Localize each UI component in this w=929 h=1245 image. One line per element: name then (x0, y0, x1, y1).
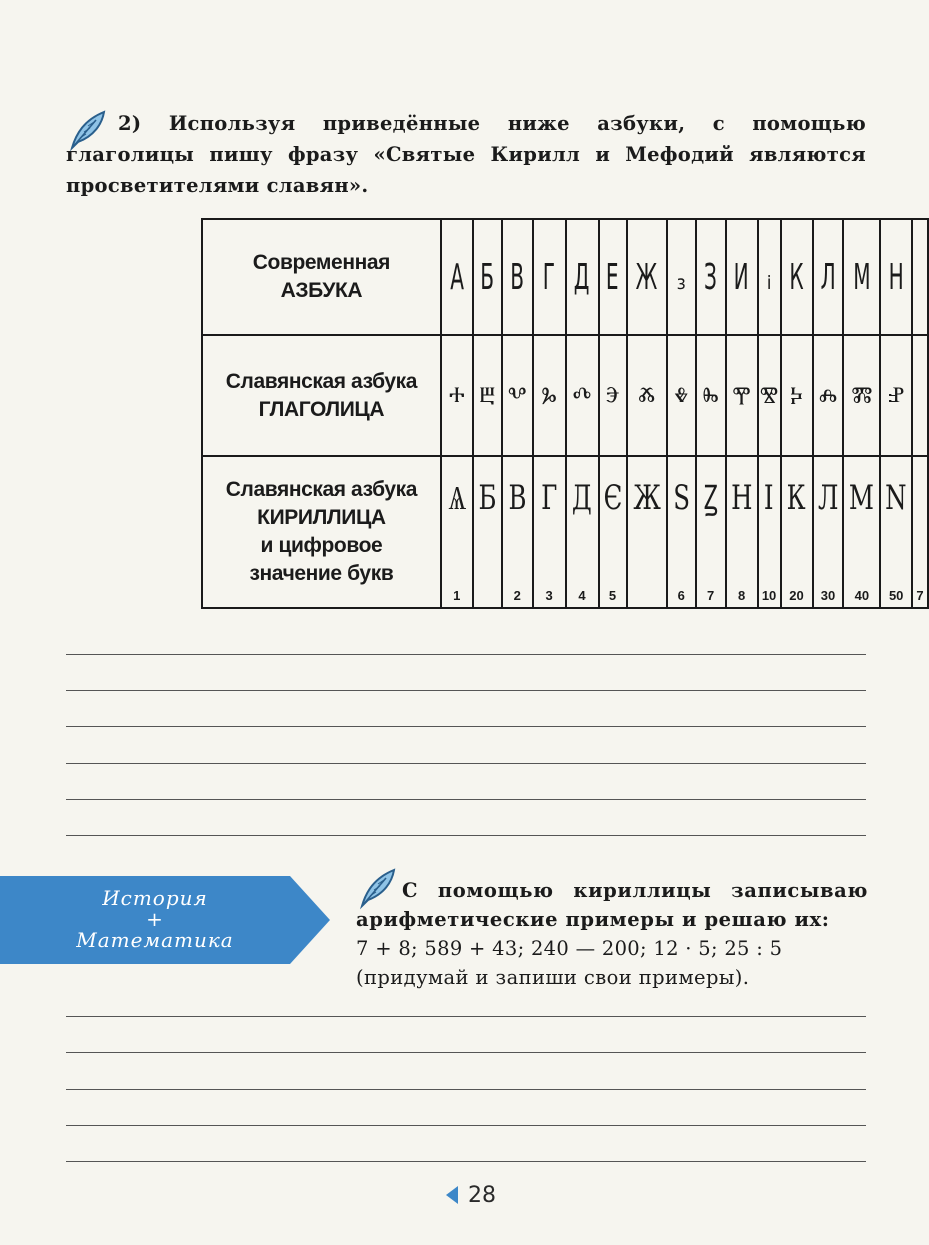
glagolitic-letter: Ⰳ (533, 335, 566, 456)
cyrillic-letter-cell: М 40 (843, 456, 880, 608)
modern-letter: Д (566, 219, 599, 335)
cyrillic-letter-cell: І 10 (758, 456, 781, 608)
modern-letter: Ж (627, 219, 667, 335)
cyrillic-letter-cell: К 20 (781, 456, 813, 608)
banner-line-history: История (102, 886, 208, 910)
cyrillic-letter-cell: N 50 (880, 456, 912, 608)
glagolitic-letter: Ⰱ (473, 335, 502, 456)
math-task-examples: 7 + 8; 589 + 43; 240 — 200; 12 · 5; 25 : 5 (356, 937, 783, 960)
page-number (446, 1180, 496, 1210)
glagolitic-letter: Ⰾ (813, 335, 844, 456)
task-2 (66, 108, 866, 201)
modern-letter: И (726, 219, 758, 335)
row-modern-alphabet (202, 219, 928, 335)
math-task-instruction: С помощью кириллицы записываю арифметические примеры и решаю их: (356, 879, 868, 931)
writing-line[interactable] (66, 1161, 866, 1162)
page-marker-triangle-icon (446, 1186, 458, 1204)
banner-line-math: Математика (76, 928, 234, 952)
row-header-line: Славянская азбука (225, 369, 418, 393)
page-number-text: 28 (468, 1182, 496, 1208)
modern-letter: i (758, 219, 781, 335)
modern-letter: М (843, 219, 880, 335)
math-task-note: (придумай и запиши свои примеры). (356, 966, 750, 989)
cyrillic-letter-cell: Ѕ 6 (667, 456, 696, 608)
modern-letter (912, 219, 928, 335)
modern-letter: Н (880, 219, 912, 335)
glagolitic-letter: Ⰿ (843, 335, 880, 456)
row-header-line: значение букв (249, 562, 394, 585)
writing-line[interactable] (66, 1052, 866, 1053)
row-header-line: Славянская азбука (225, 478, 418, 501)
writing-line[interactable] (66, 1125, 866, 1126)
cyrillic-letter-cell: Г 3 (533, 456, 566, 608)
glagolitic-letter: Ⰴ (566, 335, 599, 456)
modern-letter: Е (599, 219, 627, 335)
glagolitic-letter (912, 335, 928, 456)
writing-line[interactable] (66, 763, 866, 764)
row-glagolitic (202, 335, 928, 456)
glagolitic-letter: Ⰺ (758, 335, 781, 456)
row-header-cyrillic (202, 456, 441, 608)
row-header-line: ГЛАГОЛИЦА (258, 397, 385, 421)
modern-letter: з (667, 219, 696, 335)
glagolitic-letter: Ⰵ (599, 335, 627, 456)
writing-line[interactable] (66, 835, 866, 836)
row-header-modern (202, 219, 441, 335)
modern-letter: А (441, 219, 473, 335)
alphabet-table (201, 218, 929, 609)
modern-letter: Л (813, 219, 844, 335)
cyrillic-letter-cell: 7 (912, 456, 928, 608)
glagolitic-letter: Ⰷ (667, 335, 696, 456)
cyrillic-letter-cell: Є 5 (599, 456, 627, 608)
cyrillic-letter-cell: Ѧ 1 (441, 456, 473, 608)
modern-letter: З (696, 219, 726, 335)
task-2-text: 2) Используя приведённые ниже азбуки, с помощью глаголицы пишу фразу «Святые Кирилл и Мефодий являются просветителями славян». (66, 112, 866, 197)
cyrillic-letter-cell: Б (473, 456, 502, 608)
writing-line[interactable] (66, 726, 866, 727)
cyrillic-letter-cell: Ꙁ 7 (696, 456, 726, 608)
glagolitic-letter: Ⰲ (502, 335, 533, 456)
row-header-line: КИРИЛЛИЦА (257, 506, 386, 529)
glagolitic-letter: Ⱀ (880, 335, 912, 456)
modern-letter: Г (533, 219, 566, 335)
math-task (356, 866, 868, 992)
glagolitic-letter: Ⰸ (696, 335, 726, 456)
row-cyrillic (202, 456, 928, 608)
glagolitic-letter: Ⰹ (726, 335, 758, 456)
quill-pen-icon (356, 866, 400, 910)
row-header-line: и цифровое (260, 534, 383, 557)
modern-letter: К (781, 219, 813, 335)
cyrillic-letter-cell: Ж (627, 456, 667, 608)
glagolitic-letter: Ⰶ (627, 335, 667, 456)
row-header-glagolitic (202, 335, 441, 456)
writing-line[interactable] (66, 799, 866, 800)
banner-text (40, 888, 270, 951)
writing-line[interactable] (66, 690, 866, 691)
writing-line[interactable] (66, 1016, 866, 1017)
glagolitic-letter: Ⰽ (781, 335, 813, 456)
quill-pen-icon (66, 108, 110, 152)
modern-letter: В (502, 219, 533, 335)
cyrillic-letter-cell: Д 4 (566, 456, 599, 608)
writing-line[interactable] (66, 654, 866, 655)
cyrillic-letter-cell: Н 8 (726, 456, 758, 608)
writing-line[interactable] (66, 1089, 866, 1090)
row-header-line: АЗБУКА (280, 279, 363, 302)
cyrillic-letter-cell: Л 30 (813, 456, 844, 608)
cyrillic-letter-cell: В 2 (502, 456, 533, 608)
banner-plus: + (146, 907, 164, 931)
subject-banner (0, 876, 330, 964)
row-header-line: Современная (252, 251, 391, 274)
modern-letter: Б (473, 219, 502, 335)
glagolitic-letter: Ⰰ (441, 335, 473, 456)
